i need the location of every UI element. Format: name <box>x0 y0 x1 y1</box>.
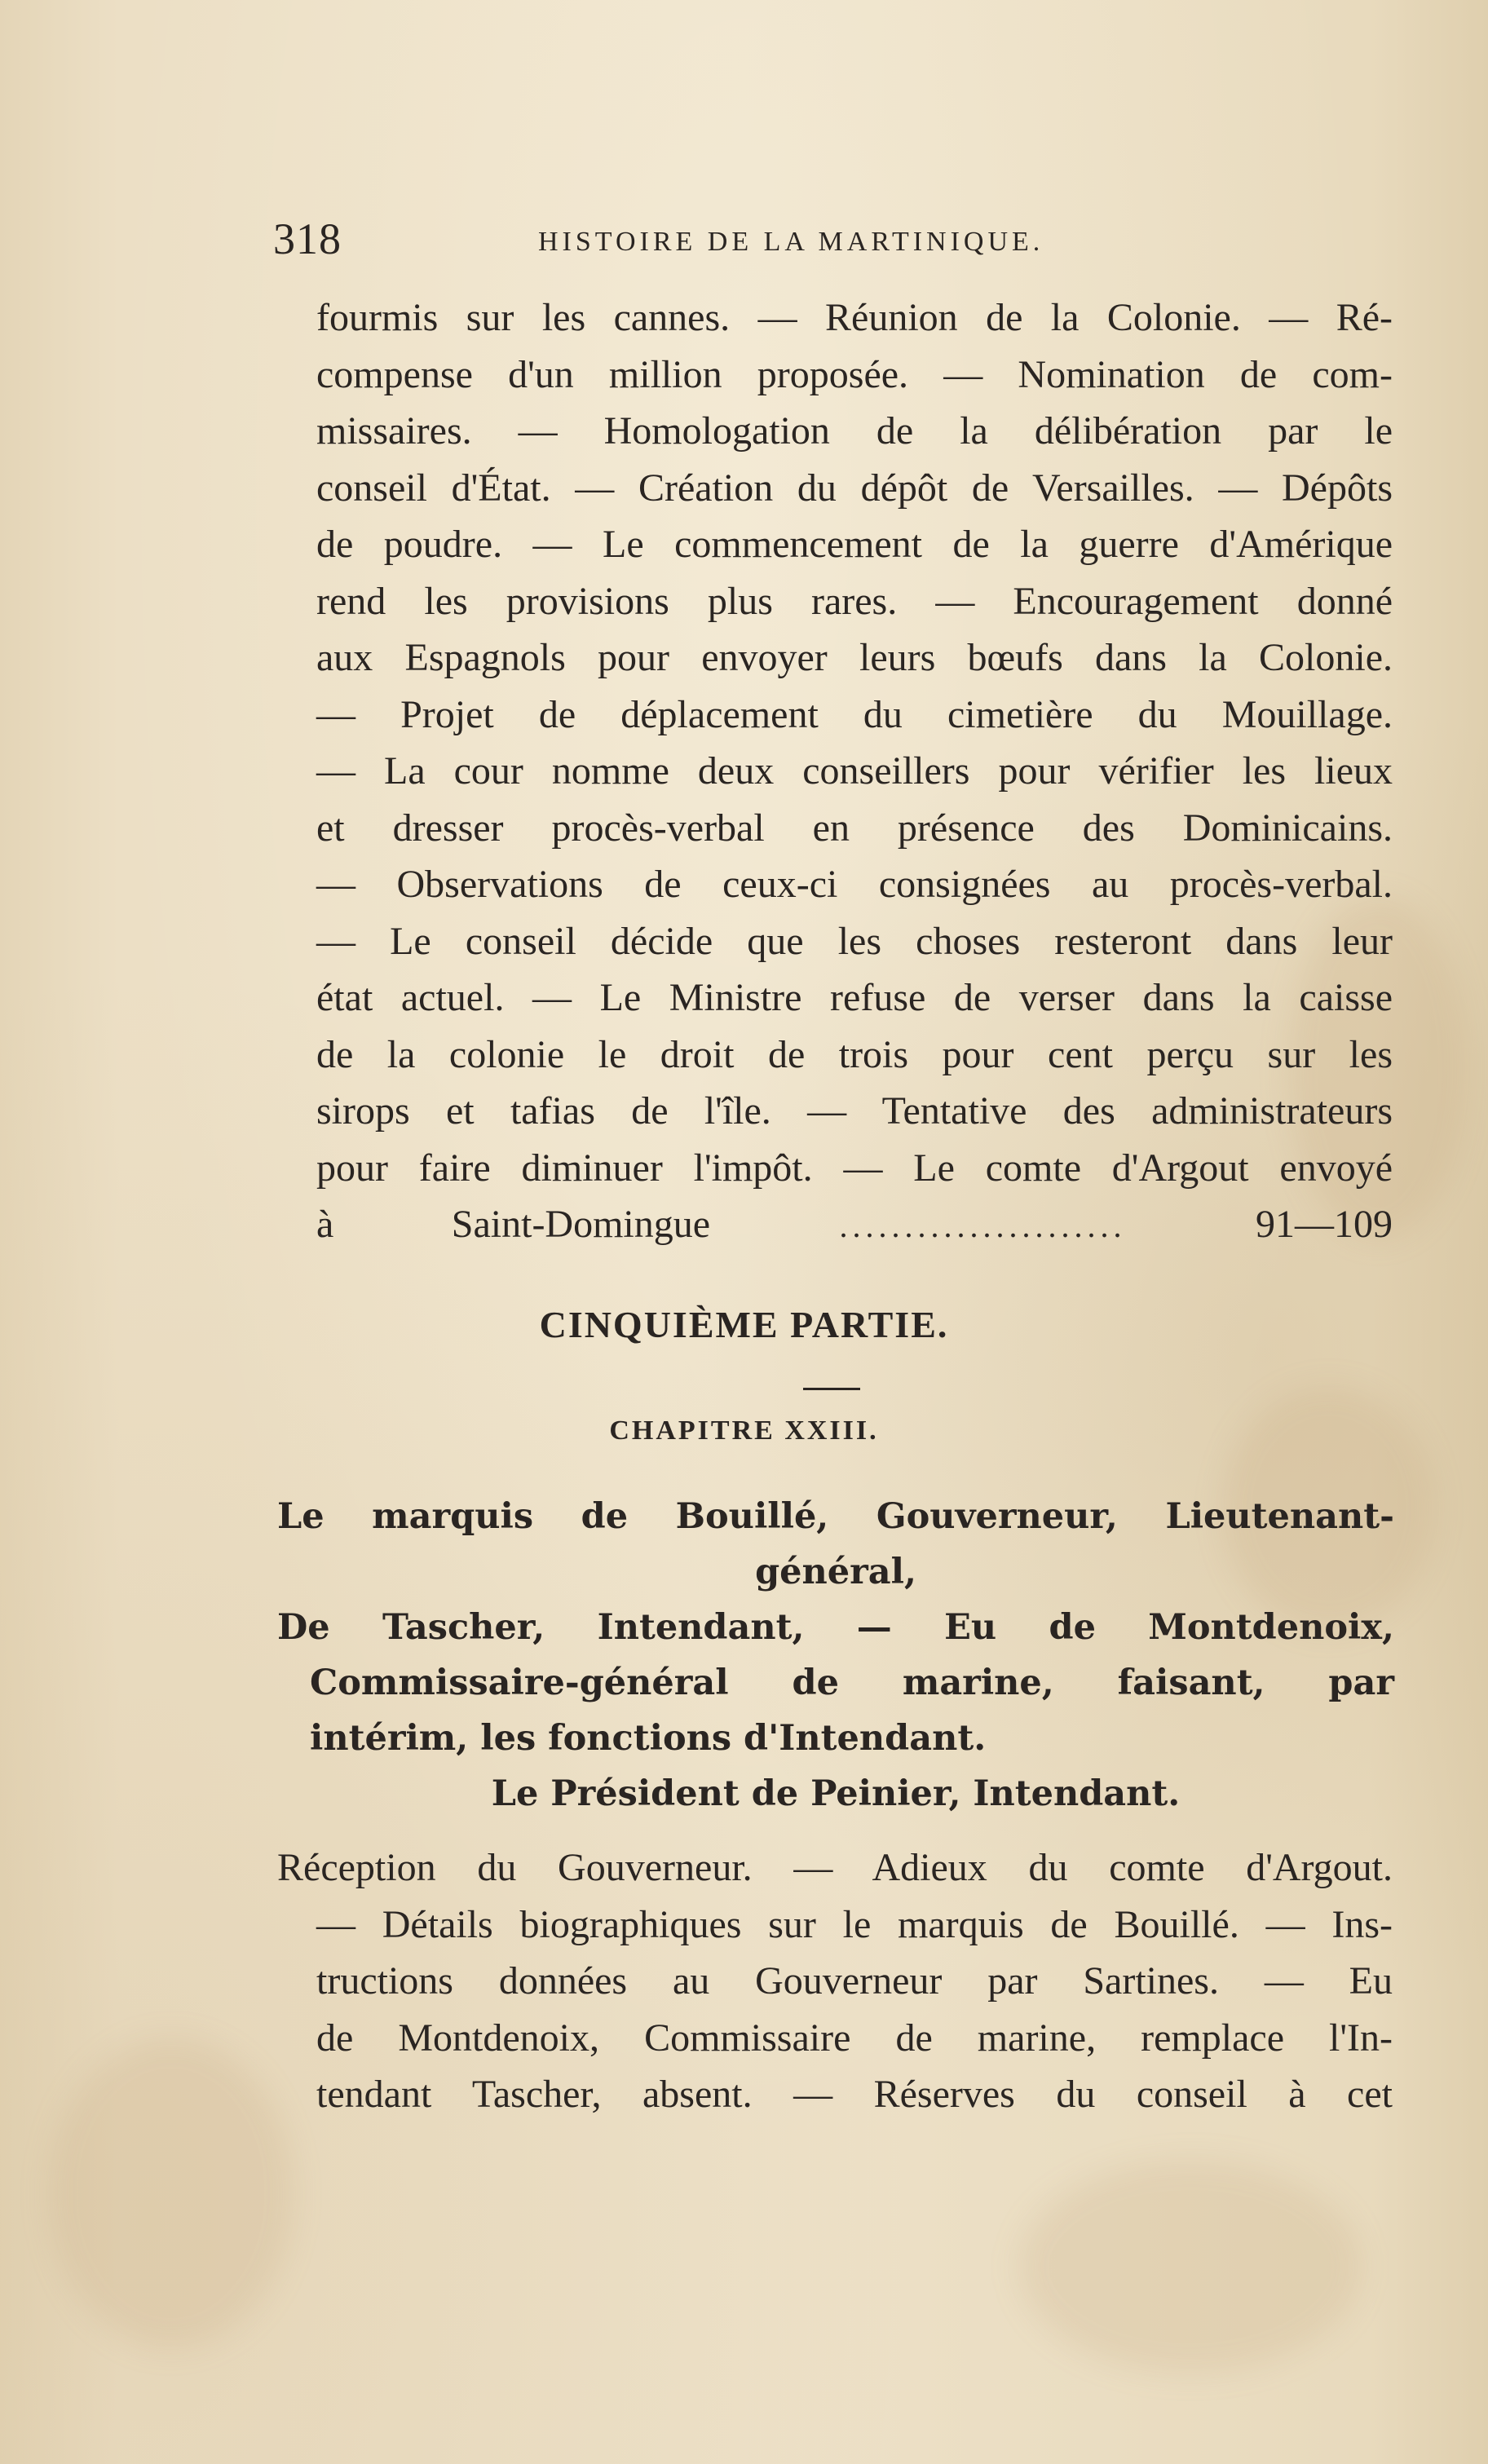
summary-last-text: à Saint-Domingue <box>316 1203 711 1246</box>
summary-last-line <box>316 1196 1393 1255</box>
page-range: 91—109 <box>1256 1203 1393 1246</box>
divider-rule <box>803 1388 860 1390</box>
summary-line: de la colonie le droit de trois pour cent perçu sur les <box>316 1032 1393 1076</box>
heading-line: intérim, les fonctions d'Intendant. <box>310 1718 987 1759</box>
dot-leader: ...................... <box>839 1208 1127 1244</box>
summary-line: compense d'un million proposée. — Nomination de com- <box>316 352 1393 396</box>
summary-line: sirops et tafias de l'île. — Tentative des administrateurs <box>316 1089 1393 1133</box>
heading-line: Commissaire-général de marine, faisant, par <box>310 1663 1394 1703</box>
summary-line: — Projet de déplacement du cimetière du Mouillage. <box>316 692 1393 736</box>
summary-line: de poudre. — Le commencement de la guerre d'Amérique <box>316 523 1393 566</box>
heading-line: Le Président de Peinier, Intendant. <box>491 1773 1181 1814</box>
page-number: 318 <box>273 214 342 263</box>
summary-line: aux Espagnols pour envoyer leurs bœufs dans la Colonie. <box>316 636 1393 679</box>
summary-line: — Observations de ceux-ci consignées au procès-verbal. <box>316 863 1393 906</box>
summary-line: missaires. — Homologation de la délibération par le <box>316 409 1393 453</box>
summary-line: — Le conseil décide que les choses resteront dans leur <box>316 919 1393 963</box>
paper-stain <box>49 2038 294 2348</box>
summary-line: rend les provisions plus rares. — Encouragement donné <box>316 579 1393 623</box>
chapter-summary-line: tendant Tascher, absent. — Réserves du conseil à cet <box>316 2073 1393 2116</box>
chapter-heading <box>277 1489 1394 1822</box>
chapter-summary-line: de Montdenoix, Commissaire de marine, remplace l'In- <box>316 2016 1393 2060</box>
paper-stain <box>1019 2161 1362 2373</box>
chapter-summary <box>277 1839 1393 2123</box>
summary-line: conseil d'État. — Création du dépôt de Versailles. — Dépôts <box>316 466 1393 510</box>
chapter-summary-line: — Détails biographiques sur le marquis de Bouillé. — Ins- <box>316 1902 1393 1946</box>
summary-line: et dresser procès-verbal en présence des Dominicains. <box>316 806 1393 850</box>
chapter-summary-line: tructions données au Gouverneur par Sartines. — Eu <box>316 1959 1393 2003</box>
part-title: CINQUIÈME PARTIE. <box>539 1304 949 1345</box>
summary-paragraph <box>316 289 1393 1255</box>
summary-line: fourmis sur les cannes. — Réunion de la Colonie. — Ré- <box>316 296 1393 339</box>
summary-line: — La cour nomme deux conseillers pour vérifier les lieux <box>316 749 1393 793</box>
chapter-title: CHAPITRE XXIII. <box>609 1415 879 1446</box>
running-title: HISTOIRE DE LA MARTINIQUE. <box>538 227 1044 257</box>
heading-line: général, <box>755 1552 916 1592</box>
running-head <box>273 214 1170 263</box>
summary-line: pour faire diminuer l'impôt. — Le comte d'Argout envoyé <box>316 1146 1393 1190</box>
chapter-summary-line: Réception du Gouverneur. — Adieux du comte d'Argout. <box>277 1846 1393 1889</box>
heading-line: De Tascher, Intendant, — Eu de Montdenoix, <box>277 1607 1394 1648</box>
summary-line: état actuel. — Le Ministre refuse de verser dans la caisse <box>316 976 1393 1019</box>
heading-line: Le marquis de Bouillé, Gouverneur, Lieutenant- <box>277 1496 1394 1537</box>
